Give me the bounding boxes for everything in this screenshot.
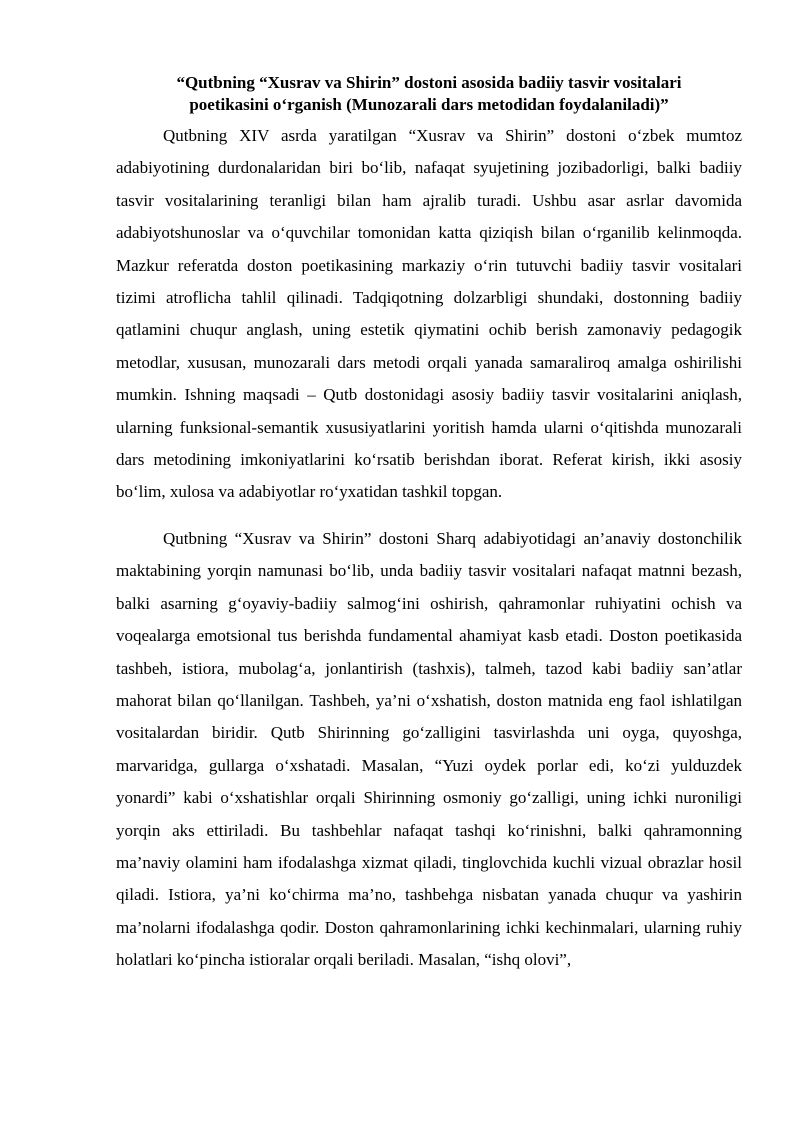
paragraph-body: Qutbning “Xusrav va Shirin” dostoni Sharq adabiyotidagi an’anaviy dostonchilik maktabining yorqin namunasi bo‘lib, unda badiiy tasvir vositalari nafaqat matnni bezash, balki asarning g‘oyaviy-badiiy salmog‘ini oshirish, qahramonlar ruhiyatini ochish va voqealarga emotsional tus berishda fundamental ahamiyat kasb etadi. Doston poetikasida tashbeh, istiora, mubolag‘a, jonlantirish (tashxis), talmeh, tazod kabi badiiy san’atlar mahorat bilan qo‘llanilgan. Tashbeh, ya’ni o‘xshatish, doston matnida eng faol ishlatilgan vositalardan biridir. Qutb Shirinning go‘zalligini tasvirlashda uni oyga, quyoshga, marvaridga, gullarga o‘xshatadi. Masalan, “Yuzi oydek porlar edi, ko‘zi yulduzdek yonardi” kabi o‘xshatishlar orqali Shirinning osmoniy go‘zalligi, uning ichki nuroniligi yorqin aks ettiriladi. Bu tashbehlar nafaqat tashqi ko‘rinishni, balki qahramonning ma’naviy olamini ham ifodalashga xizmat qiladi, tinglovchida kuchli vizual obrazlar hosil qiladi. Istiora, ya’ni ko‘chirma ma’no, tashbehga nisbatan yanada chuqur va yashirin ma’nolarni ifodalashga qodir. Doston qahramonlarining ichki kechinmalari, ularning ruhiy holatlari ko‘pincha istioralar orqali beriladi. Masalan, “ishq olovi”,	[116, 528, 742, 970]
document-title	[116, 72, 742, 116]
document-page	[116, 72, 742, 977]
title-line-1: “Qutbning “Xusrav va Shirin” dostoni asosida badiiy tasvir vositalari	[176, 73, 682, 92]
paragraph-intro: Qutbning XIV asrda yaratilgan “Xusrav va Shirin” dostoni o‘zbek mumtoz adabiyotining durdonalaridan biri bo‘lib, nafaqat syujetining jozibadorligi, balki badiiy tasvir vositalarining teranligi bilan ham ajralib turadi. Ushbu asar asrlar davomida adabiyotshunoslar va o‘quvchilar tomonidan katta qiziqish bilan o‘rganilib kelinmoqda. Mazkur referatda doston poetikasining markaziy o‘rin tutuvchi badiiy tasvir vositalari tizimi atroflicha tahlil qilinadi. Tadqiqotning dolzarbligi shundaki, dostonning badiiy qatlamini chuqur anglash, uning estetik qiymatini ochib berish zamonaviy pedagogik metodlar, xususan, munozarali dars metodi orqali yanada samaraliroq amalga oshirilishi mumkin. Ishning maqsadi – Qutb dostonidagi asosiy badiiy tasvir vositalarini aniqlash, ularning funksional-semantik xususiyatlarini yoritish hamda ularni o‘qitishda munozarali dars metodining imkoniyatlarini ko‘rsatib berishdan iborat. Referat kirish, ikki asosiy bo‘lim, xulosa va adabiyotlar ro‘yxatidan tashkil topgan.	[116, 126, 742, 502]
title-line-2: poetikasini o‘rganish (Munozarali dars metodidan foydalaniladi)”	[189, 95, 669, 114]
